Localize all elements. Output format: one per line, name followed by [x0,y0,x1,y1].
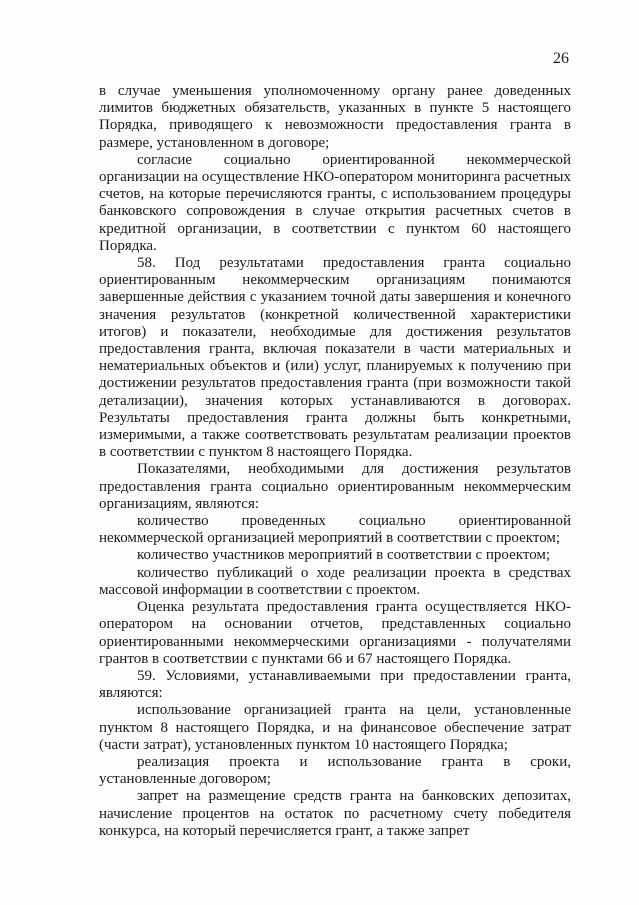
paragraph: 59. Условиями, устанавливаемыми при предоставлении гранта, являются: [99,667,571,702]
paragraph: количество публикаций о ходе реализации проекта в средствах массовой информации в соответствии с проектом. [99,564,571,598]
page-number: 26 [553,50,569,67]
paragraph: реализация проекта и использование гранта в сроки, установленные договором; [99,753,571,788]
paragraph: количество участников мероприятий в соответствии с проектом; [137,547,551,564]
paragraph: запрет на размещение средств гранта на банковских депозитах, начисление процентов на остаток по расчетному счету победителя конкурса, на который перечисляется грант, а также запрет [99,788,571,839]
paragraph: Оценка результата предоставления гранта осуществляется НКО-оператором на основании отчетов, представленных социально ориентированными некоммерческими организациями - получателями грантов в соответствии с пунктами 66 и 67 настоящего Порядка. [99,599,571,667]
paragraph: Показателями, необходимыми для достижения результатов предоставления гранта социально ориентированным некоммерческим организациям, являются: [99,461,571,512]
paragraph: использование организацией гранта на цели, установленные пунктом 8 настоящего Порядка, и на финансовое обеспечение затрат (части затрат), установленных пунктом 10 настоящего Порядка; [99,702,571,753]
paragraph: в случае уменьшения уполномоченному органу ранее доведенных лимитов бюджетных обязательств, указанных в пункте 5 настоящего Порядка, приводящего к невозможности предоставления гранта в размере, установленном в договоре; [99,83,571,151]
paragraph: количество проведенных социально ориентированной некоммерческой организацией мероприятий в соответствии с проектом; [99,513,571,547]
paragraph: 58. Под результатами предоставления гранта социально ориентированным некоммерческим организациям понимаются завершенные действия с указанием точной даты завершения и конечного значения результатов (конкретной количественной характеристики итогов) и показатели, необходимые для достижения результатов предоставления гранта, включая показатели в части материальных и нематериальных объектов и (или) услуг, планируемых к получению при достижении результатов предоставления гранта (при возможности такой детализации), значения которых устанавливаются в договорах. Результаты предоставления гранта должны быть конкретными, измеримыми, а также соответствовать результатам реализации проектов в соответствии с пунктом 8 настоящего Порядка. [99,255,571,461]
paragraph: согласие социально ориентированной некоммерческой организации на осуществление НКО-оператором мониторинга расчетных счетов, на которые перечисляются гранты, с использованием процедуры банковского сопровождения в случае открытия расчетных счетов в кредитной организации, в соответствии с пунктом 60 настоящего Порядка. [99,151,571,254]
body-text [99,83,571,840]
